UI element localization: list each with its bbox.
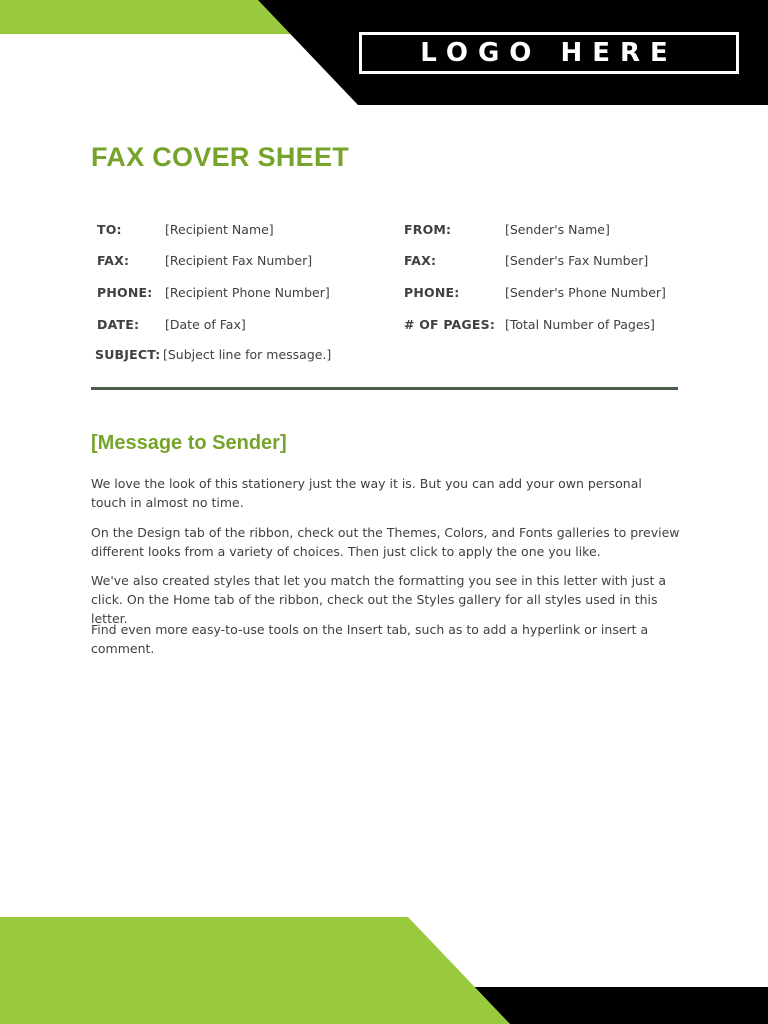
- page-title: FAX COVER SHEET: [91, 142, 350, 172]
- logo-text: LOGO HERE: [420, 38, 678, 68]
- message-heading[interactable]: [Message to Sender]: [91, 432, 287, 454]
- message-paragraph[interactable]: On the Design tab of the ribbon, check out the Themes, Colors, and Fonts galleries to preview different looks from a variety of choices. Then just click to apply the one you like.: [91, 525, 680, 559]
- footer-black-band: [470, 987, 768, 1024]
- footer-decoration: [0, 914, 768, 1024]
- date-label: DATE:: [97, 317, 140, 332]
- sender-name-field[interactable]: [Sender's Name]: [505, 222, 610, 237]
- message-paragraph[interactable]: We love the look of this stationery just the way it is. But you can add your own personal touch in almost no time.: [91, 476, 642, 510]
- sender-phone-label: PHONE:: [404, 285, 460, 300]
- recipient-phone-field[interactable]: [Recipient Phone Number]: [165, 285, 330, 300]
- recipient-fax-field[interactable]: [Recipient Fax Number]: [165, 253, 313, 268]
- message-paragraph[interactable]: Find even more easy-to-use tools on the Insert tab, such as to add a hyperlink or insert a comment.: [91, 622, 649, 656]
- pages-field[interactable]: [Total Number of Pages]: [505, 317, 655, 332]
- pages-label: # OF PAGES:: [404, 317, 496, 332]
- section-divider: [91, 387, 678, 390]
- recipient-phone-label: PHONE:: [97, 285, 153, 300]
- recipient-fax-label: FAX:: [97, 253, 130, 268]
- recipient-name-field[interactable]: [Recipient Name]: [165, 222, 274, 237]
- footer-green-band: [0, 917, 510, 1024]
- sender-phone-field[interactable]: [Sender's Phone Number]: [505, 285, 666, 300]
- subject-label: SUBJECT:: [95, 347, 161, 362]
- to-label: TO:: [97, 222, 122, 237]
- from-label: FROM:: [404, 222, 452, 237]
- date-field[interactable]: [Date of Fax]: [165, 317, 246, 332]
- sender-fax-label: FAX:: [404, 253, 437, 268]
- sender-fax-field[interactable]: [Sender's Fax Number]: [505, 253, 649, 268]
- subject-field[interactable]: [Subject line for message.]: [163, 347, 332, 362]
- logo-placeholder[interactable]: [359, 32, 739, 74]
- message-paragraph[interactable]: We've also created styles that let you match the formatting you see in this letter with just a click. On the Home tab of the ribbon, check out the Styles gallery for all styles used in this letter.: [91, 573, 667, 626]
